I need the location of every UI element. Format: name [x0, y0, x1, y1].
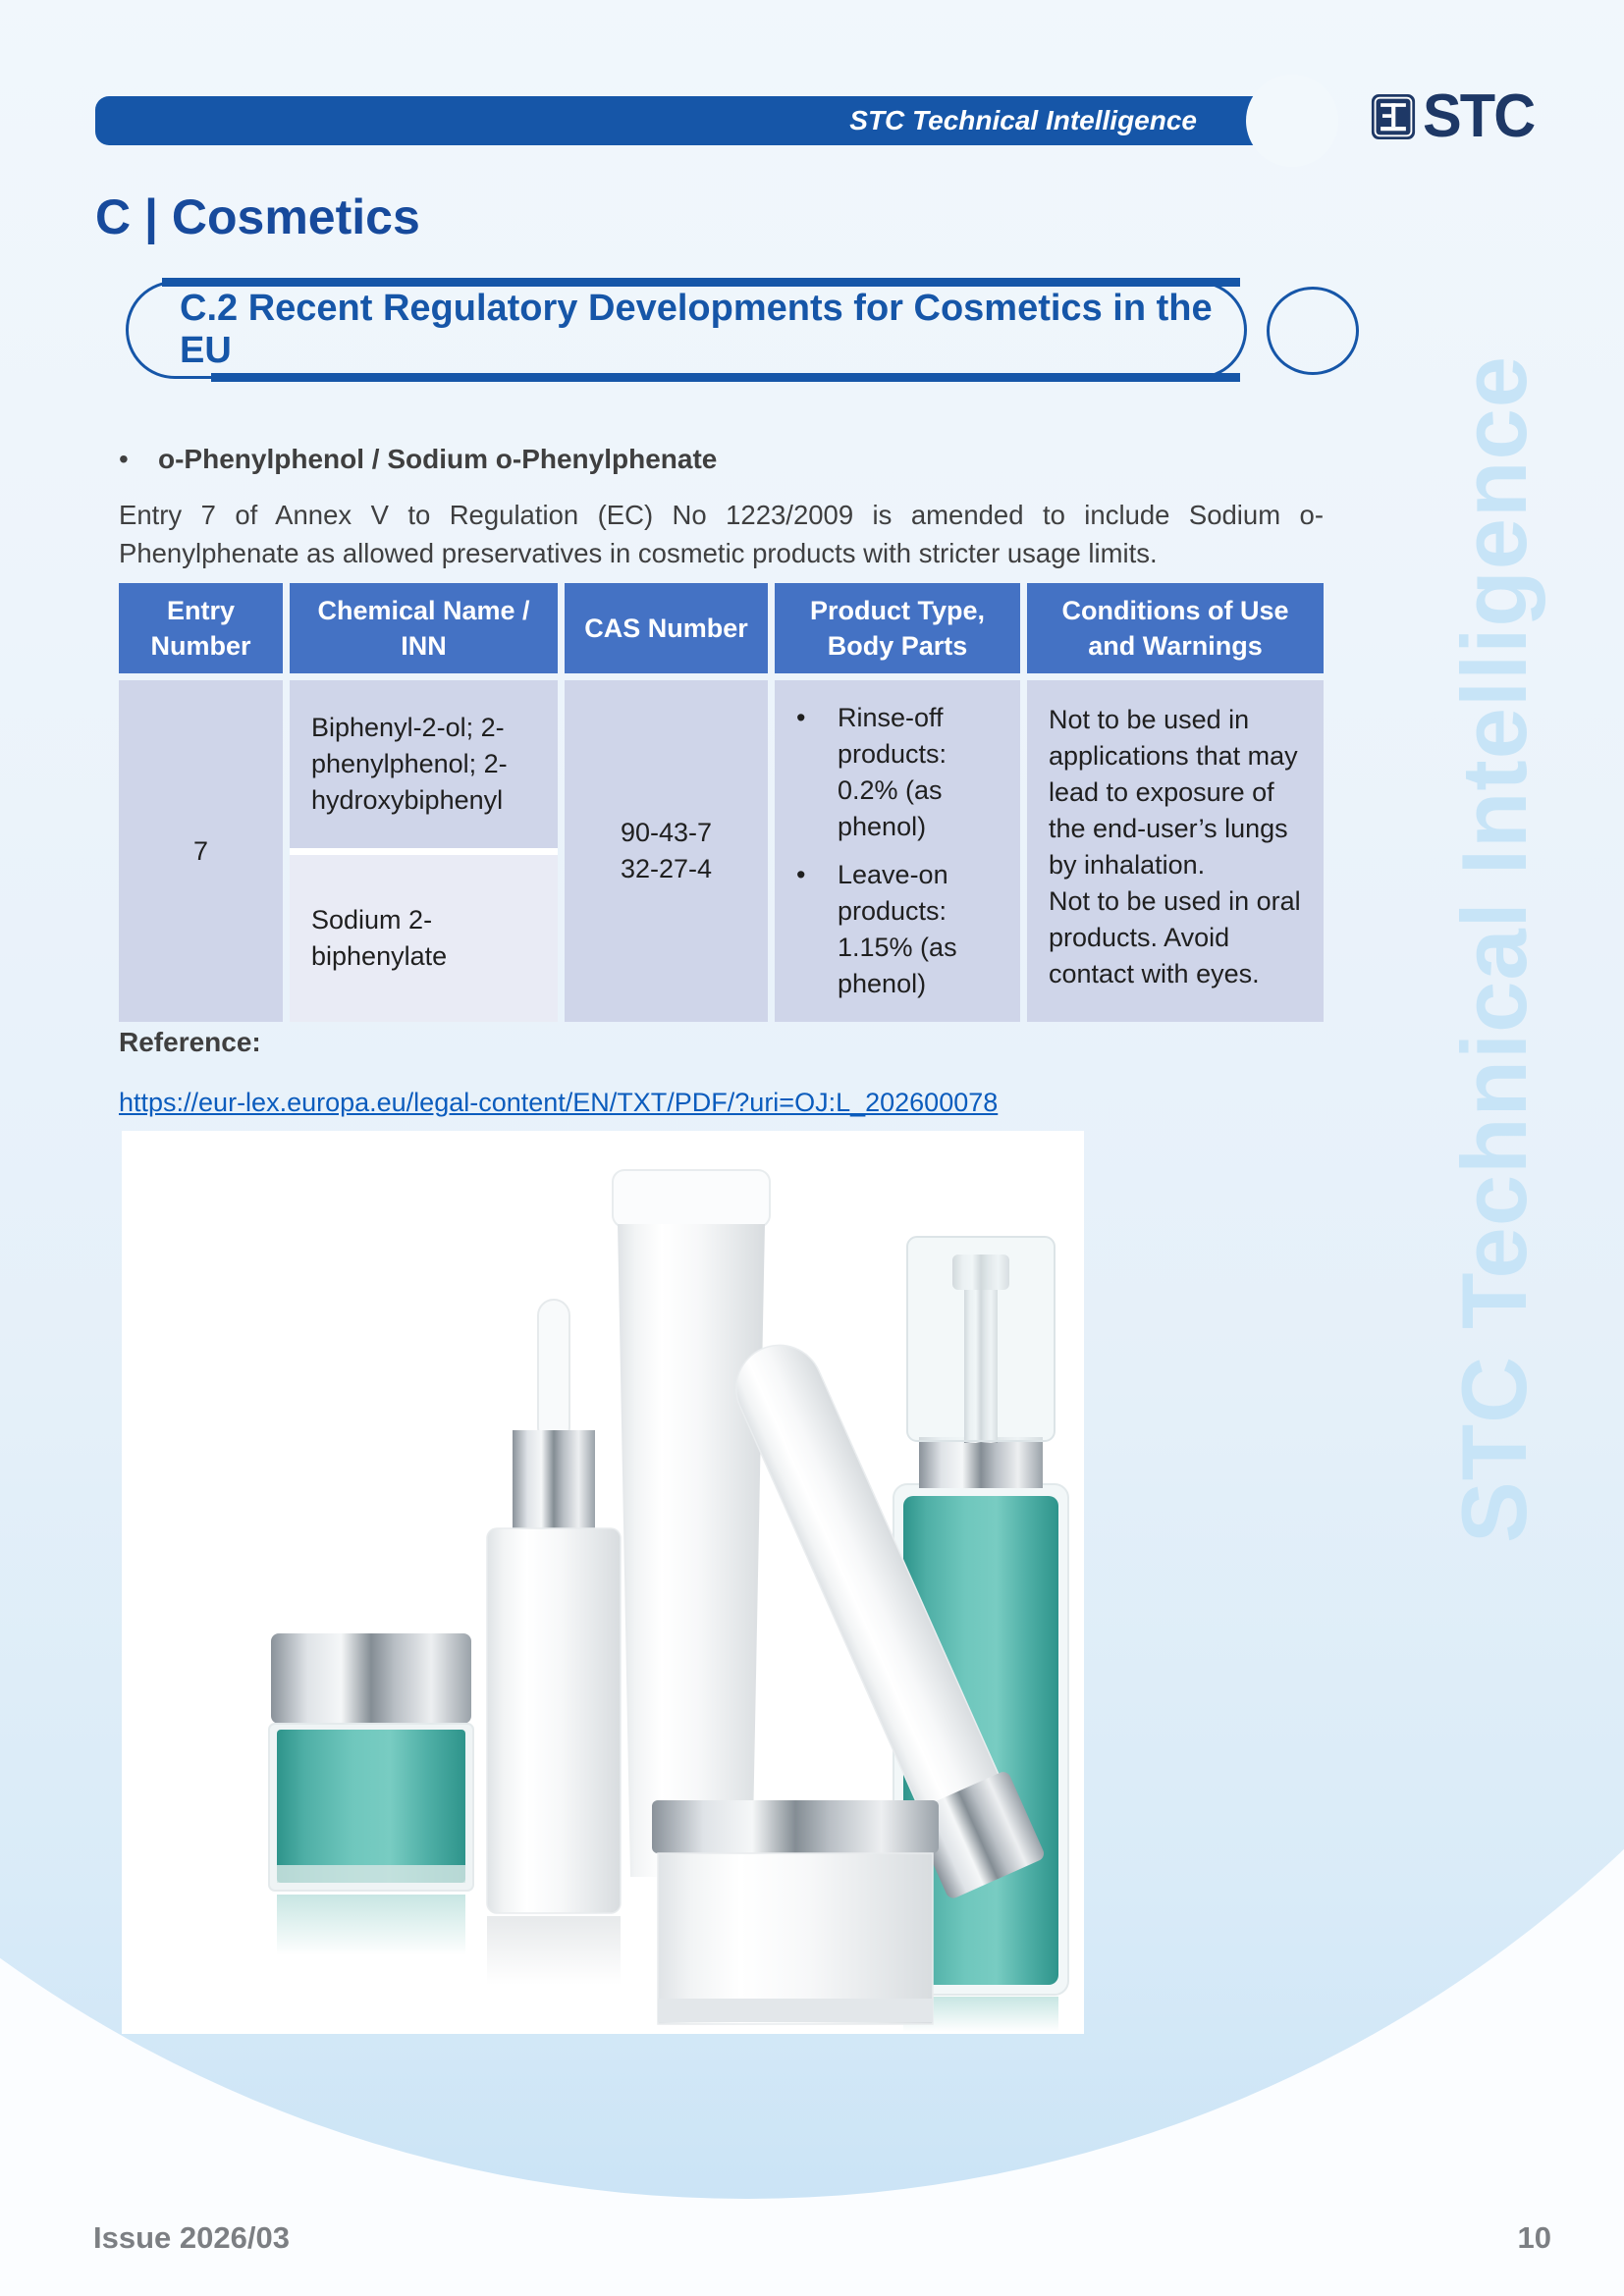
reference-link[interactable]: https://eur-lex.europa.eu/legal-content/EN/TXT/PDF/?uri=OJ:L_202600078 — [119, 1088, 999, 1117]
condition-1: Not to be used in applications that may lead to exposure of the end-user’s lungs by inhalation. — [1049, 705, 1298, 880]
reference-label: Reference: — [119, 1027, 261, 1057]
cas-number-1: 90-43-7 — [620, 818, 713, 847]
topic-heading — [119, 444, 717, 475]
header-band-label: STC Technical Intelligence — [849, 105, 1197, 135]
bullet-icon: • — [796, 703, 806, 732]
stc-logo — [1371, 82, 1539, 150]
dropper-bottle — [487, 1300, 621, 1985]
footer-issue: Issue 2026/03 — [93, 2220, 290, 2255]
decorative-circle — [1267, 287, 1359, 375]
cas-number-2: 32-27-4 — [620, 854, 713, 883]
page-title: C | Cosmetics — [95, 189, 420, 244]
cell-entry-number: 7 — [119, 680, 283, 1022]
regulation-table — [119, 583, 1324, 1022]
stc-logo-text: STC — [1423, 82, 1535, 150]
side-watermark-text: STC Technical Intelligence — [1442, 355, 1545, 1543]
stc-seal-icon — [1371, 92, 1416, 141]
column-header-chemical-name: Chemical Name / INN — [290, 583, 558, 673]
subsection-title: C.2 Recent Regulatory Developments for Cosmetics in the EU — [180, 288, 1213, 371]
cell-cas-numbers — [565, 680, 768, 1022]
chemical-name-primary: Biphenyl-2-ol; 2-phenylphenol; 2-hydroxybiphenyl — [290, 680, 558, 848]
cosmetics-product-image — [122, 1131, 1084, 2034]
subsection-banner — [126, 281, 1247, 379]
column-header-conditions: Conditions of Use and Warnings — [1027, 583, 1324, 673]
column-header-cas-number: CAS Number — [565, 583, 768, 673]
product-bullet-leave-on: • Leave-on products: 1.15% (as phenol) — [790, 857, 1008, 1002]
chemical-name-secondary: Sodium 2-biphenylate — [290, 855, 558, 1023]
column-header-product-type: Product Type, Body Parts — [775, 583, 1020, 673]
column-header-entry-number: Entry Number — [119, 583, 283, 673]
white-jar — [652, 1800, 939, 2024]
footer-page-number: 10 — [1517, 2220, 1551, 2255]
condition-2: Not to be used in oral products. Avoid contact with eyes. — [1049, 886, 1301, 988]
header-band — [95, 96, 1281, 145]
product-bullet-rinse-off: • Rinse-off products: 0.2% (as phenol) — [790, 700, 1008, 845]
cell-chemical-names — [290, 680, 558, 1022]
topic-heading-text: o-Phenylphenol / Sodium o-Phenylphenate — [158, 444, 718, 474]
bullet-icon: • — [796, 860, 806, 889]
cosmetics-bottles-illustration — [122, 1131, 1084, 2034]
squeeze-tube — [613, 1170, 770, 1877]
intro-paragraph: Entry 7 of Annex V to Regulation (EC) No 1223/2009 is amended to include Sodium o-Phenylphenate as allowed preservatives in cosmetic products with stricter usage limits. — [119, 500, 1324, 568]
cell-conditions — [1027, 680, 1324, 1022]
teal-jar — [269, 1633, 473, 1955]
cell-product-type — [775, 680, 1020, 1022]
bullet-icon: • — [119, 444, 129, 474]
